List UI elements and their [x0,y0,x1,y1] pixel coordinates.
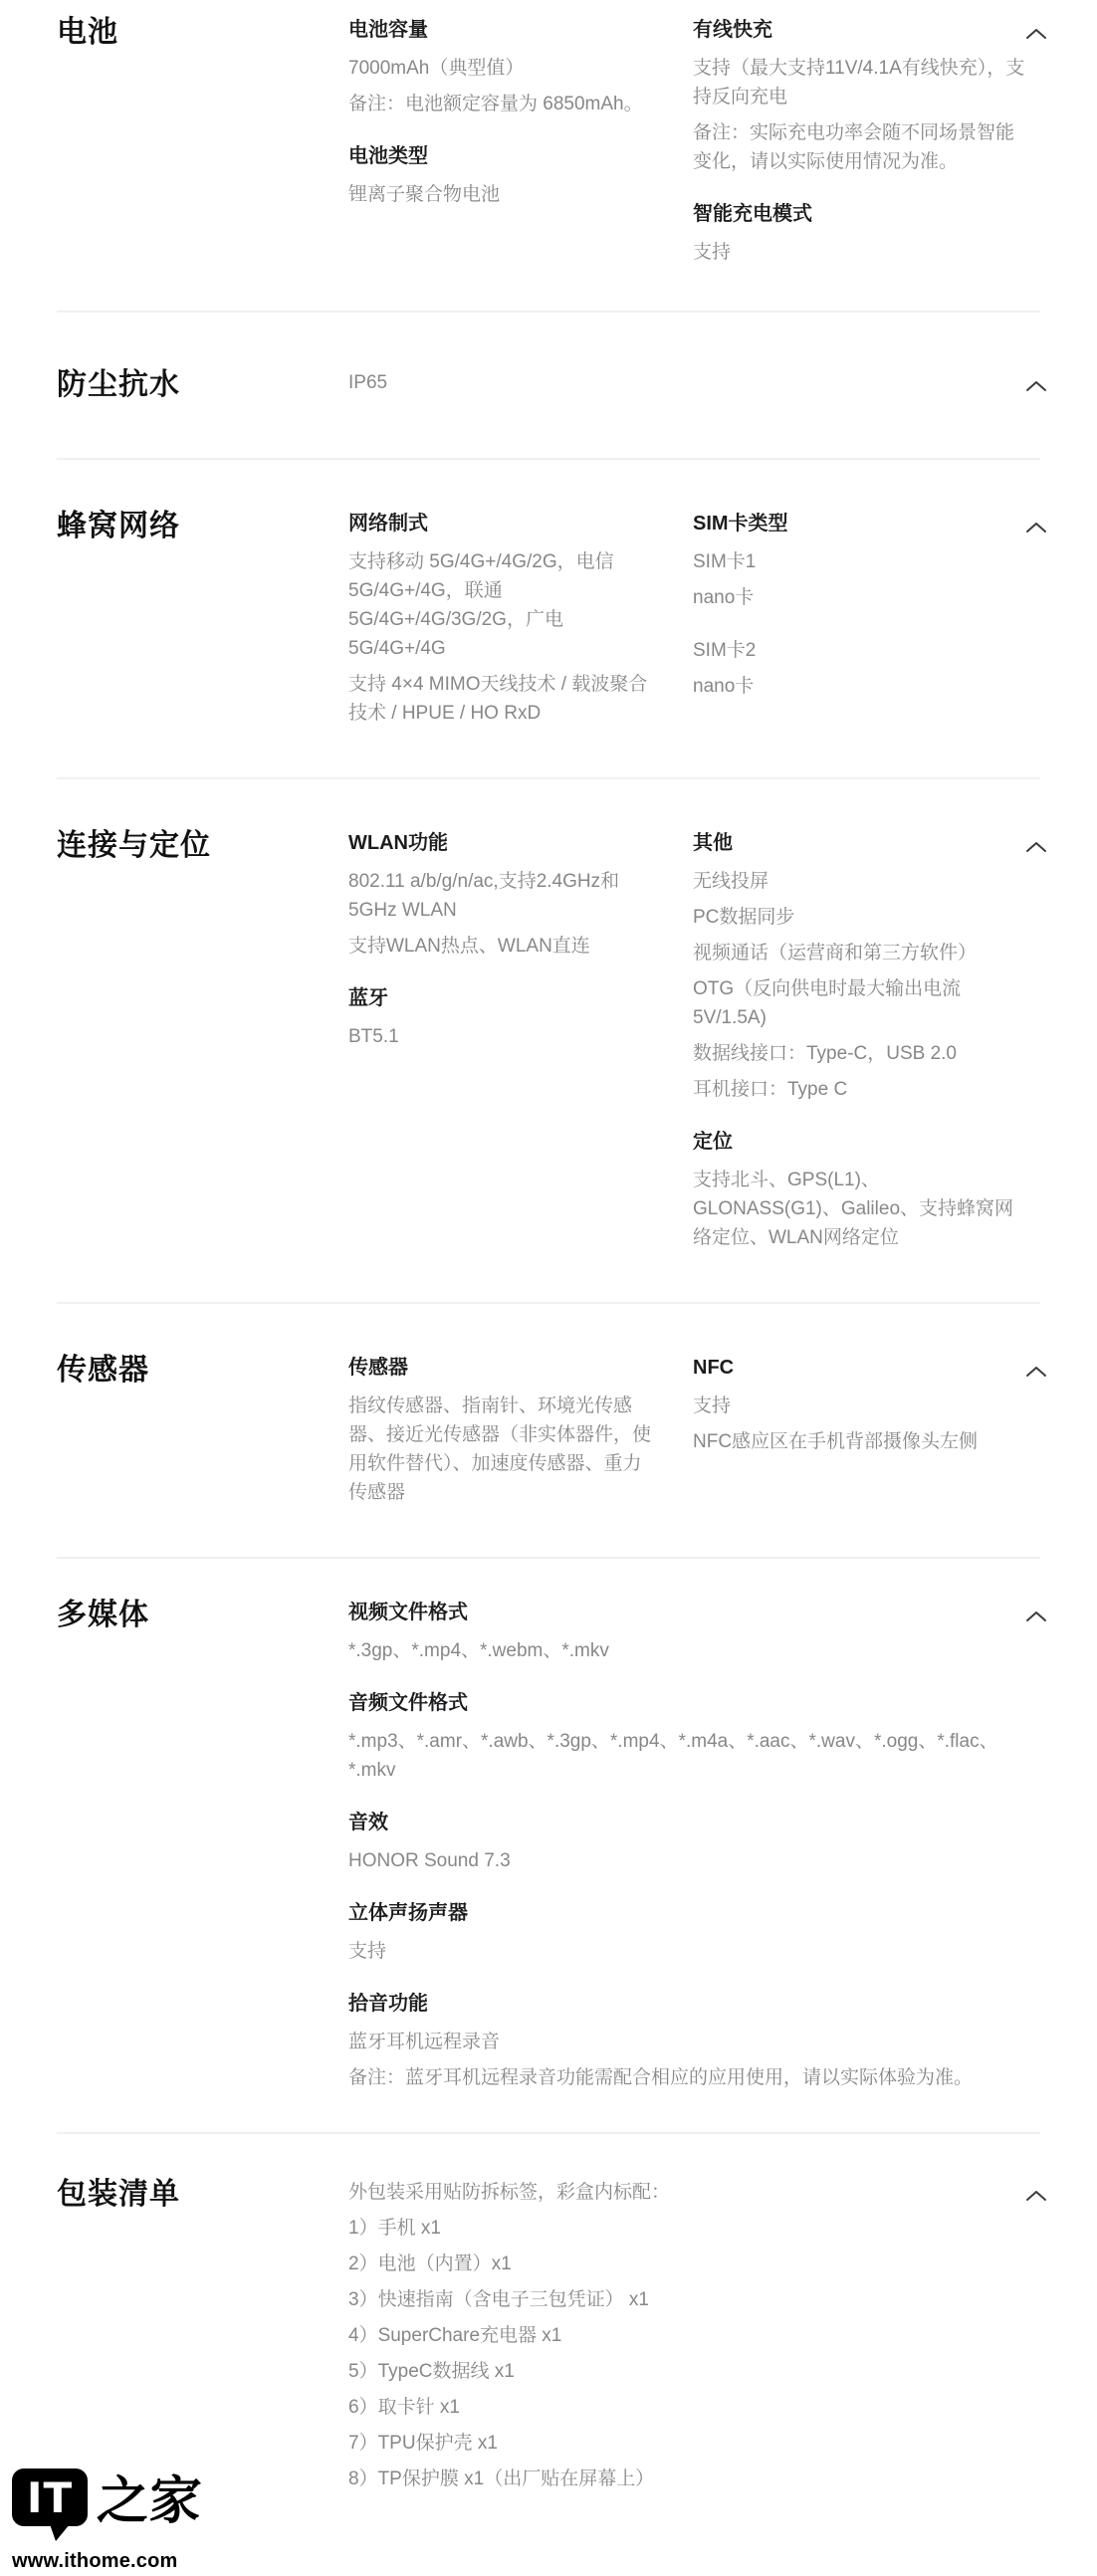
spec-value: 备注：实际充电功率会随不同场景智能变化，请以实际使用情况为准。 [693,122,1015,172]
spec-column [693,1354,1025,1456]
spec-label: 有线快充 [693,19,772,41]
spec-value: 1）手机 x1 [348,2218,441,2239]
spec-value: nano卡 [693,587,755,608]
spec-block [348,984,659,1051]
chevron-up-icon [1024,379,1048,392]
spec-value: BT5.1 [348,1026,399,1047]
spec-block [348,1899,1005,1966]
spec-block [348,142,659,209]
spec-column [348,16,693,209]
spec-value: *.3gp、*.mp4、*.webm、*.mkv [348,1640,609,1661]
chevron-up-icon [1024,1365,1048,1378]
spec-value: 3）快速指南（含电子三包凭证） x1 [348,2289,649,2310]
spec-value: 8）TP保护膜 x1（出厂贴在屏幕上） [348,2469,655,2489]
spec-value: 支持 4×4 MIMO天线技术 / 载波聚合技术 / HPUE / HO RxD [348,674,648,724]
spec-value: 数据线接口：Type-C，USB 2.0 [693,1043,957,1064]
spec-column [693,510,1025,701]
ithome-watermark [12,2469,204,2573]
spec-value: 支持WLAN热点、WLAN直连 [348,936,590,957]
spec-label: SIM卡类型 [693,513,788,535]
spec-block [693,636,1025,701]
collapse-section-button[interactable] [1020,1358,1052,1384]
spec-value: nano卡 [693,676,755,697]
spec-value: 支持 [348,1941,387,1962]
spec-column [348,368,693,397]
spec-block [348,1809,1005,1875]
spec-column [348,510,693,728]
spec-value: PC数据同步 [693,907,795,928]
spec-column [348,1599,1005,2092]
spec-value: 备注：蓝牙耳机远程录音功能需配合相应的应用使用，请以实际体验为准。 [348,2067,974,2088]
spec-value: 支持移动 5G/4G+/4G/2G，电信5G/4G+/4G，联通5G/4G+/4G/3G/2G，广电5G/4G+/4G [348,551,614,659]
spec-value: *.mp3、*.amr、*.awb、*.3gp、*.mp4、*.m4a、*.aac、*.wav、*.ogg、*.flac、*.mkv [348,1731,998,1781]
chevron-up-icon [1024,2189,1048,2202]
collapse-section-button[interactable] [1020,514,1052,539]
spec-value: 无线投屏 [693,871,769,892]
ithome-logo-it-text: IT [26,2472,74,2522]
spec-block [693,16,1025,176]
spec-label: 立体声扬声器 [348,1902,468,1924]
chevron-up-icon [1024,521,1048,534]
chevron-up-icon [1024,1610,1048,1622]
spec-block [693,200,1025,267]
spec-block [348,510,659,728]
spec-value: 支持 [693,242,732,263]
ithome-url: www.ithome.com [12,2550,178,2572]
spec-value: OTG（反向供电时最大输出电流5V/1.5A) [693,978,962,1028]
spec-value: SIM卡2 [693,640,757,661]
spec-section-sensors [57,1304,1040,1559]
spec-value: SIM卡1 [693,551,757,572]
ithome-logo [12,2469,204,2534]
spec-value: 支持（最大支持11V/4.1A有线快充），支持反向充电 [693,58,1025,107]
spec-section-multimedia [57,1559,1040,2134]
spec-value: 蓝牙耳机远程录音 [348,2032,501,2052]
spec-label: 拾音功能 [348,1993,428,2015]
spec-column [693,829,1025,1252]
section-title: 连接与定位 [57,829,211,862]
spec-section-cellular-network [57,460,1040,779]
spec-block [693,829,1025,1104]
spec-label: 音效 [348,1812,388,1833]
spec-column [348,2178,1005,2493]
spec-label: 传感器 [348,1357,408,1379]
spec-value: 7）TPU保护壳 x1 [348,2433,498,2454]
spec-value: 2）电池（内置）x1 [348,2254,512,2274]
spec-column [348,829,693,1051]
spec-label: 网络制式 [348,513,428,535]
collapse-section-button[interactable] [1020,20,1052,46]
collapse-section-button[interactable] [1020,833,1052,859]
spec-label: 电池容量 [348,19,428,41]
spec-block [348,16,659,118]
spec-block [348,368,659,397]
spec-block [693,1354,1025,1456]
spec-value: 支持 [693,1395,732,1416]
spec-value: IP65 [348,372,388,393]
chevron-up-icon [1024,27,1048,40]
spec-value: 视频通话（运营商和第三方软件） [693,943,978,964]
spec-label: 其他 [693,832,733,854]
spec-label: 电池类型 [348,145,428,167]
spec-label: 智能充电模式 [693,203,812,225]
spec-value: 5）TypeC数据线 x1 [348,2361,515,2382]
section-title: 包装清单 [57,2178,180,2211]
chevron-up-icon [1024,840,1048,853]
spec-block [348,829,659,961]
section-title: 蜂窝网络 [57,510,180,542]
collapse-section-button[interactable] [1020,2182,1052,2208]
spec-value: 备注：电池额定容量为 6850mAh。 [348,94,643,114]
spec-value: 指纹传感器、指南针、环境光传感器、接近光传感器（非实体器件，使用软件替代）、加速度传感器、重力传感器 [348,1395,652,1503]
spec-value: 7000mAh（典型值） [348,58,525,79]
spec-value: 4）SuperChare充电器 x1 [348,2325,562,2346]
spec-label: NFC [693,1357,735,1379]
spec-section-connectivity-positioning [57,779,1040,1304]
spec-value: NFC感应区在手机背部摄像头左侧 [693,1431,979,1452]
section-title: 传感器 [57,1354,149,1387]
section-title: 多媒体 [57,1599,149,1631]
spec-label: 音频文件格式 [348,1692,468,1714]
spec-value: 耳机接口：Type C [693,1079,848,1100]
section-title: 电池 [57,16,118,49]
spec-label: WLAN功能 [348,832,448,854]
collapse-section-button[interactable] [1020,1603,1052,1628]
spec-value: 支持北斗、GPS(L1)、GLONASS(G1)、Galileo、支持蜂窝网络定位、WLAN网络定位 [693,1170,1014,1248]
spec-value: HONOR Sound 7.3 [348,1850,511,1871]
spec-section-dust-water-resistance [57,313,1040,460]
spec-block [693,1128,1025,1252]
spec-value: 6）取卡针 x1 [348,2397,460,2418]
spec-value: 外包装采用贴防拆标签，彩盒内标配： [348,2182,671,2203]
spec-section-package-contents [57,2134,1040,2553]
spec-value: 802.11 a/b/g/n/ac,支持2.4GHz和5GHz WLAN [348,871,620,921]
spec-block [348,1599,1005,1665]
ithome-logo-icon [12,2469,88,2526]
spec-block [693,510,1025,612]
spec-column [348,1354,693,1507]
spec-block [348,2178,1005,2493]
spec-block [348,1990,1005,2092]
spec-column [693,16,1025,267]
spec-label: 蓝牙 [348,987,388,1009]
spec-block [348,1354,659,1507]
spec-block [348,1689,1005,1785]
spec-section-battery [57,0,1040,313]
ithome-logo-home-text: 之家 [95,2470,204,2531]
spec-label: 视频文件格式 [348,1602,468,1623]
section-title: 防尘抗水 [57,368,180,401]
spec-value: 锂离子聚合物电池 [348,184,501,205]
spec-label: 定位 [693,1131,733,1153]
collapse-section-button[interactable] [1020,372,1052,398]
